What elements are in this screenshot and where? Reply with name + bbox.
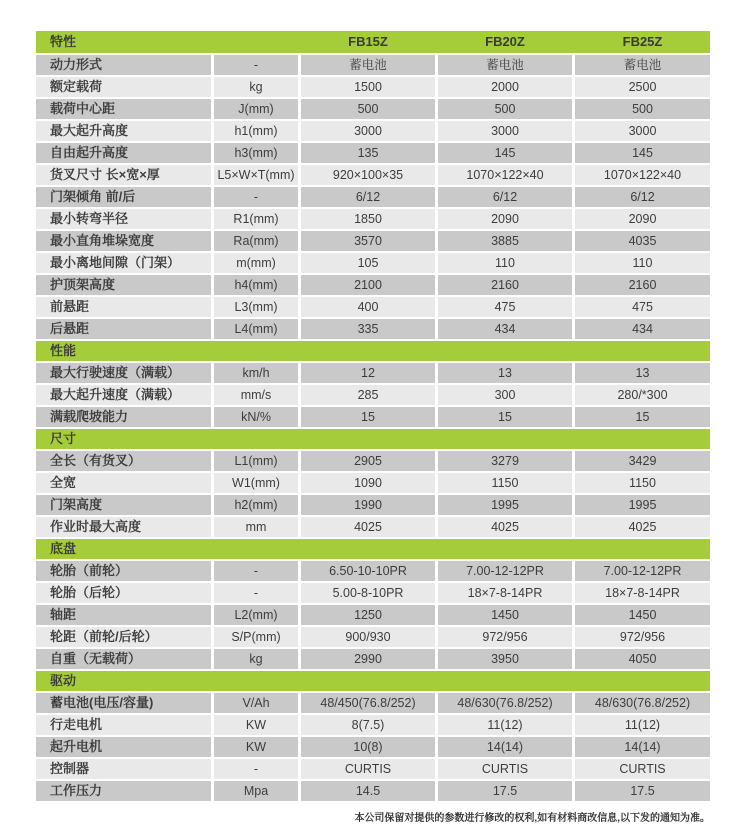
row-value-fb20z: 6/12 (438, 187, 572, 207)
row-value-fb20z: 14(14) (438, 737, 572, 757)
row-value-fb25z: 4050 (575, 649, 710, 669)
row-unit: V/Ah (214, 693, 298, 713)
row-label: 自由起升高度 (36, 143, 211, 163)
section-header: 性能 (36, 341, 710, 361)
header-model-fb25z: FB25Z (622, 34, 663, 49)
row-value-fb20z: 17.5 (438, 781, 572, 801)
row-value-fb20z: 1450 (438, 605, 572, 625)
row-value-fb25z: 17.5 (575, 781, 710, 801)
row-label: 全宽 (36, 473, 211, 493)
table-row (36, 407, 710, 427)
row-value-fb20z: 48/630(76.8/252) (438, 693, 572, 713)
row-value-fb15z: 10(8) (301, 737, 435, 757)
row-unit: kg (214, 649, 298, 669)
row-value-fb20z: 1150 (438, 473, 572, 493)
row-unit: - (214, 759, 298, 779)
row-value-fb20z: 1070×122×40 (438, 165, 572, 185)
row-label: 自重（无载荷） (36, 649, 211, 669)
row-value-fb25z: 7.00-12-12PR (575, 561, 710, 581)
table-row (36, 715, 710, 735)
row-value-fb20z: 2090 (438, 209, 572, 229)
row-value-fb25z: 1070×122×40 (575, 165, 710, 185)
row-label: 工作压力 (36, 781, 211, 801)
row-unit: h1(mm) (214, 121, 298, 141)
table-row (36, 209, 710, 229)
table-row (36, 231, 710, 251)
section-header: 驱动 (36, 671, 710, 691)
row-value-fb25z: 4025 (575, 517, 710, 537)
row-value-fb25z: 2090 (575, 209, 710, 229)
row-value-fb25z: 11(12) (575, 715, 710, 735)
table-row (36, 605, 710, 625)
row-value-fb20z: 3950 (438, 649, 572, 669)
table-row (36, 363, 710, 383)
table-header-row (36, 31, 710, 53)
row-value-fb20z: 3000 (438, 121, 572, 141)
row-value-fb20z: 145 (438, 143, 572, 163)
section-header: 底盘 (36, 539, 710, 559)
row-value-fb15z: 15 (301, 407, 435, 427)
table-row (36, 473, 710, 493)
row-label: 后悬距 (36, 319, 211, 339)
row-unit: L1(mm) (214, 451, 298, 471)
row-value-fb15z: 5.00-8-10PR (301, 583, 435, 603)
row-value-fb15z: 12 (301, 363, 435, 383)
row-label: 轮距（前轮/后轮） (36, 627, 211, 647)
row-label: 最大起升高度 (36, 121, 211, 141)
table-row (36, 143, 710, 163)
row-unit: mm/s (214, 385, 298, 405)
row-value-fb20z: 13 (438, 363, 572, 383)
row-value-fb20z: CURTIS (438, 759, 572, 779)
row-label: 最小转弯半径 (36, 209, 211, 229)
row-value-fb15z: 14.5 (301, 781, 435, 801)
row-label: 最大起升速度（满载） (36, 385, 211, 405)
table-row (36, 451, 710, 471)
row-value-fb25z: 145 (575, 143, 710, 163)
row-unit: L5×W×T(mm) (214, 165, 298, 185)
row-label: 控制器 (36, 759, 211, 779)
row-value-fb20z: 18×7-8-14PR (438, 583, 572, 603)
table-row (36, 55, 710, 75)
row-value-fb15z: 105 (301, 253, 435, 273)
row-unit: Mpa (214, 781, 298, 801)
row-value-fb25z: 15 (575, 407, 710, 427)
row-value-fb15z: 920×100×35 (301, 165, 435, 185)
row-value-fb15z: 2905 (301, 451, 435, 471)
row-unit: h4(mm) (214, 275, 298, 295)
row-unit: L4(mm) (214, 319, 298, 339)
row-unit: h3(mm) (214, 143, 298, 163)
row-value-fb25z: CURTIS (575, 759, 710, 779)
row-unit: m(mm) (214, 253, 298, 273)
table-row (36, 517, 710, 537)
table-body (36, 55, 710, 801)
row-unit: h2(mm) (214, 495, 298, 515)
row-unit: Ra(mm) (214, 231, 298, 251)
row-label: 作业时最大高度 (36, 517, 211, 537)
row-value-fb15z: 900/930 (301, 627, 435, 647)
row-value-fb25z: 1450 (575, 605, 710, 625)
row-value-fb15z: 48/450(76.8/252) (301, 693, 435, 713)
table-row (36, 319, 710, 339)
header-model-fb20z: FB20Z (485, 34, 525, 49)
row-value-fb15z: 2100 (301, 275, 435, 295)
row-unit: KW (214, 715, 298, 735)
row-value-fb20z: 2000 (438, 77, 572, 97)
row-label: 行走电机 (36, 715, 211, 735)
row-label: 动力形式 (36, 55, 211, 75)
section-header: 尺寸 (36, 429, 710, 449)
row-value-fb25z: 1995 (575, 495, 710, 515)
row-unit: - (214, 187, 298, 207)
row-value-fb15z: 285 (301, 385, 435, 405)
row-value-fb15z: 335 (301, 319, 435, 339)
row-value-fb15z: CURTIS (301, 759, 435, 779)
row-value-fb25z: 3000 (575, 121, 710, 141)
row-value-fb25z: 4035 (575, 231, 710, 251)
row-value-fb25z: 13 (575, 363, 710, 383)
row-value-fb15z: 2990 (301, 649, 435, 669)
row-value-fb15z: 6.50-10-10PR (301, 561, 435, 581)
row-label: 载荷中心距 (36, 99, 211, 119)
row-value-fb25z: 2160 (575, 275, 710, 295)
row-unit: km/h (214, 363, 298, 383)
table-row (36, 99, 710, 119)
row-value-fb25z: 434 (575, 319, 710, 339)
row-unit: - (214, 583, 298, 603)
row-value-fb20z: 3279 (438, 451, 572, 471)
row-value-fb25z: 1150 (575, 473, 710, 493)
row-value-fb20z: 500 (438, 99, 572, 119)
table-row (36, 737, 710, 757)
row-value-fb25z: 蓄电池 (575, 55, 710, 75)
row-value-fb15z: 3570 (301, 231, 435, 251)
header-model-fb15z: FB15Z (348, 34, 388, 49)
table-row (36, 561, 710, 581)
row-value-fb20z: 972/956 (438, 627, 572, 647)
row-value-fb20z: 300 (438, 385, 572, 405)
row-value-fb15z: 1500 (301, 77, 435, 97)
row-value-fb20z: 2160 (438, 275, 572, 295)
row-value-fb25z: 3429 (575, 451, 710, 471)
row-label: 额定载荷 (36, 77, 211, 97)
table-row (36, 583, 710, 603)
table-row (36, 165, 710, 185)
table-row (36, 759, 710, 779)
row-value-fb25z: 475 (575, 297, 710, 317)
row-unit: - (214, 561, 298, 581)
row-value-fb20z: 11(12) (438, 715, 572, 735)
row-value-fb25z: 18×7-8-14PR (575, 583, 710, 603)
row-unit: KW (214, 737, 298, 757)
row-value-fb15z: 400 (301, 297, 435, 317)
row-label: 起升电机 (36, 737, 211, 757)
row-value-fb25z: 6/12 (575, 187, 710, 207)
row-value-fb15z: 4025 (301, 517, 435, 537)
row-value-fb20z: 110 (438, 253, 572, 273)
table-row (36, 495, 710, 515)
row-label: 蓄电池(电压/容量) (36, 693, 211, 713)
row-value-fb25z: 972/956 (575, 627, 710, 647)
row-value-fb15z: 蓄电池 (301, 55, 435, 75)
row-label: 轮胎（前轮） (36, 561, 211, 581)
table-row (36, 121, 710, 141)
row-label: 最小离地间隙（门架） (36, 253, 211, 273)
row-value-fb15z: 3000 (301, 121, 435, 141)
table-row (36, 781, 710, 801)
row-label: 轴距 (36, 605, 211, 625)
table-row (36, 275, 710, 295)
table-row (36, 253, 710, 273)
row-label: 货叉尺寸 长×宽×厚 (36, 165, 211, 185)
row-value-fb15z: 135 (301, 143, 435, 163)
row-value-fb25z: 48/630(76.8/252) (575, 693, 710, 713)
table-row (36, 649, 710, 669)
disclaimer-text: 本公司保留对提供的参数进行修改的权利,如有材料商改信息,以下发的通知为准。 (354, 813, 710, 824)
row-label: 前悬距 (36, 297, 211, 317)
header-unit-spacer (214, 31, 298, 53)
row-value-fb20z: 1995 (438, 495, 572, 515)
row-value-fb15z: 6/12 (301, 187, 435, 207)
row-unit: J(mm) (214, 99, 298, 119)
table-row (36, 77, 710, 97)
row-value-fb15z: 1990 (301, 495, 435, 515)
table-row (36, 693, 710, 713)
row-value-fb15z: 1090 (301, 473, 435, 493)
row-value-fb20z: 4025 (438, 517, 572, 537)
row-value-fb20z: 3885 (438, 231, 572, 251)
row-unit: L3(mm) (214, 297, 298, 317)
row-unit: mm (214, 517, 298, 537)
row-value-fb20z: 475 (438, 297, 572, 317)
row-label: 最大行驶速度（满载） (36, 363, 211, 383)
row-unit: S/P(mm) (214, 627, 298, 647)
row-unit: - (214, 55, 298, 75)
row-value-fb15z: 8(7.5) (301, 715, 435, 735)
row-value-fb20z: 434 (438, 319, 572, 339)
row-label: 门架高度 (36, 495, 211, 515)
row-label: 轮胎（后轮） (36, 583, 211, 603)
row-value-fb25z: 2500 (575, 77, 710, 97)
row-value-fb25z: 110 (575, 253, 710, 273)
table-row (36, 297, 710, 317)
row-unit: kN/% (214, 407, 298, 427)
row-unit: L2(mm) (214, 605, 298, 625)
row-unit: kg (214, 77, 298, 97)
spec-table (36, 31, 710, 803)
row-value-fb15z: 500 (301, 99, 435, 119)
row-value-fb15z: 1250 (301, 605, 435, 625)
row-value-fb15z: 1850 (301, 209, 435, 229)
table-row (36, 385, 710, 405)
row-value-fb20z: 15 (438, 407, 572, 427)
row-value-fb25z: 14(14) (575, 737, 710, 757)
row-value-fb20z: 7.00-12-12PR (438, 561, 572, 581)
row-label: 满载爬坡能力 (36, 407, 211, 427)
table-row (36, 187, 710, 207)
row-label: 最小直角堆垛宽度 (36, 231, 211, 251)
row-label: 全长（有货叉） (36, 451, 211, 471)
row-value-fb25z: 280/*300 (575, 385, 710, 405)
header-feature-label: 特性 (50, 34, 77, 49)
row-label: 门架倾角 前/后 (36, 187, 211, 207)
table-row (36, 627, 710, 647)
row-label: 护顶架高度 (36, 275, 211, 295)
row-unit: W1(mm) (214, 473, 298, 493)
row-unit: R1(mm) (214, 209, 298, 229)
row-value-fb25z: 500 (575, 99, 710, 119)
row-value-fb20z: 蓄电池 (438, 55, 572, 75)
